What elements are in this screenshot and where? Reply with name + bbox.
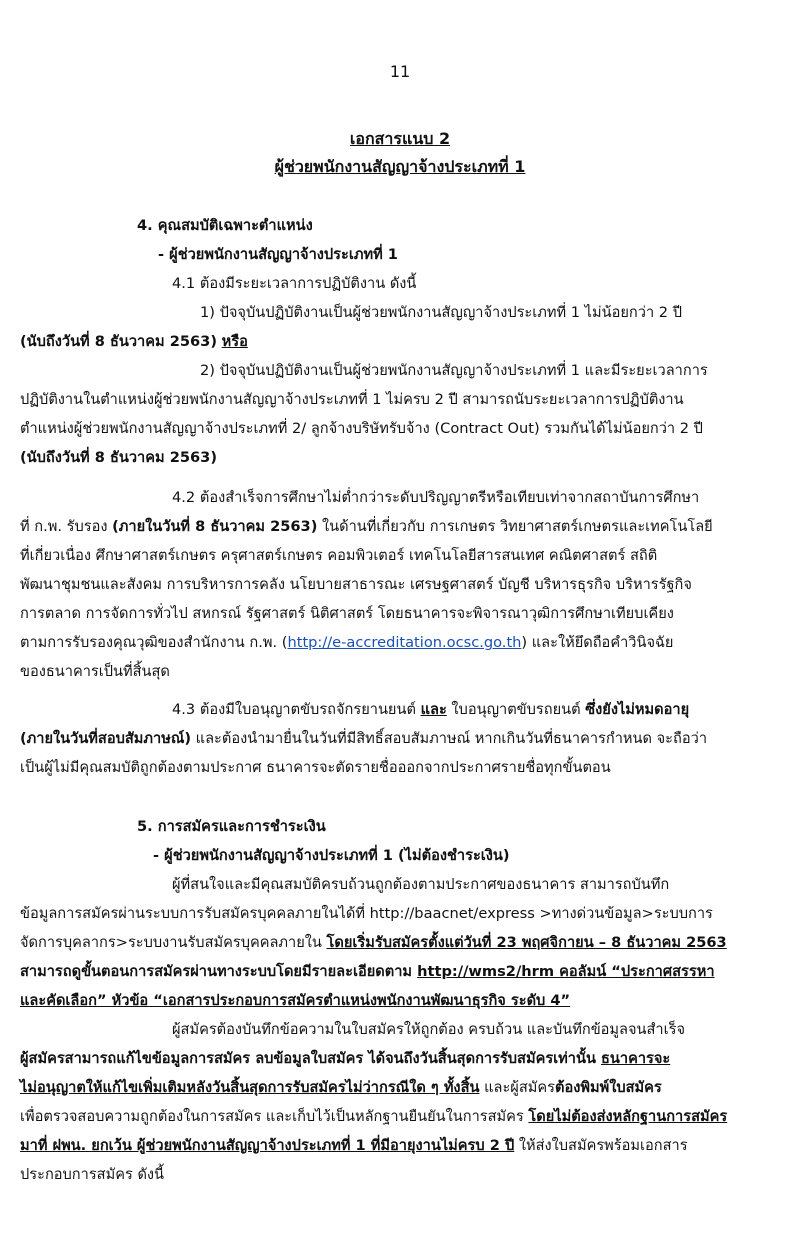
section4-1-item2-line2: ปฏิบัติงานในตำแหน่งผู้ช่วยพนักงานสัญญาจ้างประเภทที่ 1 ไม่ครบ 2 ปี สามารถนับระยะเวลาการปฏิบัติงาน: [20, 391, 684, 408]
section4-1-item2-line3: ตำแหน่งผู้ช่วยพนักงานสัญญาจ้างประเภทที่ 2/ ลูกจ้างบริษัทรับจ้าง (Contract Out) รวมกันได้ไม่น้อยกว่า 2 ปี: [20, 420, 703, 437]
text: มาที่ ฝพน. ยกเว้น ผู้ช่วยพนักงานสัญญาจ้างประเภทที่ 1 ที่มีอายุงานไม่ครบ 2 ปี: [20, 1137, 515, 1154]
text: ) และให้ยึดถือคำวินิจฉัย: [521, 634, 674, 651]
section4-2-line5: การตลาด การจัดการทั่วไป สหกรณ์ รัฐศาสตร์ นิติศาสตร์ โดยธนาคารจะพิจารณาวุฒิการศึกษาเทียบเคียง: [20, 605, 674, 622]
or-word: หรือ: [221, 333, 248, 350]
text: ในด้านที่เกี่ยวกับ การเกษตร วิทยาศาสตร์เกษตรและเทคโนโลยี: [317, 518, 713, 535]
section4-heading: 4. คุณสมบัติเฉพาะตำแหน่ง: [137, 217, 313, 234]
text: ธนาคารจะ: [601, 1050, 671, 1067]
text: เพื่อตรวจสอบความถูกต้องในการสมัคร และเก็บไว้เป็นหลักฐานยืนยันในการสมัคร: [20, 1108, 529, 1125]
hrm-link[interactable]: http://wms2/hrm คอลัมน์ “ประกาศสรรหา: [417, 963, 715, 980]
accreditation-link[interactable]: http://e-accreditation.ocsc.go.th: [287, 634, 522, 651]
text: ผู้สมัครสามารถแก้ไขข้อมูลการสมัคร ลบข้อมูลใบสมัคร ได้จนถึงวันสิ้นสุดการรับสมัครเท่านั้น: [20, 1050, 601, 1067]
section4-1-item1: 1) ปัจจุบันปฏิบัติงานเป็นผู้ช่วยพนักงานสัญญาจ้างประเภทที่ 1 ไม่น้อยกว่า 2 ปี: [200, 304, 682, 321]
position-title: ผู้ช่วยพนักงานสัญญาจ้างประเภทที่ 1: [274, 157, 526, 176]
section4-1-item2-line1: 2) ปัจจุบันปฏิบัติงานเป็นผู้ช่วยพนักงานสัญญาจ้างประเภทที่ 1 และมีระยะเวลาการ: [200, 362, 708, 379]
print-form: ต้องพิมพ์ใบสมัคร: [554, 1079, 662, 1096]
date-bold: (ภายในวันที่ 8 ธันวาคม 2563): [112, 518, 318, 535]
section5-p1-line3: [20, 933, 727, 953]
section5-p2-line6: ประกอบการสมัคร ดังนี้: [20, 1166, 165, 1183]
section4-2-line1: 4.2 ต้องสำเร็จการศึกษาไม่ต่ำกว่าระดับปริญญาตรีหรือเทียบเท่าจากสถาบันการศึกษา: [172, 489, 700, 506]
section4-3-line3: เป็นผู้ไม่มีคุณสมบัติถูกต้องตามประกาศ ธนาคารจะตัดรายชื่อออกจากประกาศรายชื่อทุกขั้นตอน: [20, 759, 611, 776]
text: และผู้สมัคร: [479, 1079, 555, 1096]
application-period: โดยเริ่มรับสมัครตั้งแต่วันที่ 23 พฤศจิกายน – 8 ธันวาคม 2563: [326, 934, 727, 951]
section5-p2-line3: [20, 1078, 662, 1098]
section4-1-item2-date: (นับถึงวันที่ 8 ธันวาคม 2563): [20, 449, 218, 466]
text: สามารถดูขั้นตอนการสมัครผ่านทางระบบโดยมีรายละเอียดตาม: [20, 963, 418, 980]
text: 4.3 ต้องมีใบอนุญาตขับรถจักรยานยนต์: [172, 701, 421, 718]
section5-p1-line4: [20, 962, 715, 982]
section4-2-line2: [20, 517, 713, 537]
section4-3-line2: [20, 729, 707, 749]
not-expired: ซึ่งยังไม่หมดอายุ: [585, 701, 690, 718]
section4-1: 4.1 ต้องมีระยะเวลาการปฏิบัติงาน ดังนี้: [172, 275, 417, 292]
and-word: และ: [420, 701, 447, 718]
section4-3-line1: [172, 700, 689, 720]
page-number: 11: [389, 62, 411, 81]
section5-p1-line2: ข้อมูลการสมัครผ่านระบบการรับสมัครบุคคลภายในได้ที่ http://baacnet/express >ทางด่วนข้อมูล>ระบบการ: [20, 905, 713, 922]
section5-p2-line4: [20, 1107, 727, 1127]
text: โดยไม่ต้องส่งหลักฐานการสมัคร: [528, 1108, 728, 1125]
section5-p1-line1: ผู้ที่สนใจและมีคุณสมบัติครบถ้วนถูกต้องตามประกาศของธนาคาร สามารถบันทึก: [172, 876, 670, 893]
text: ตามการรับรองคุณวุฒิของสำนักงาน ก.พ. (: [20, 634, 288, 651]
section4-2-line6: [20, 633, 674, 653]
text: และต้องนำมายื่นในวันที่มีสิทธิ์สอบสัมภาษณ์ หากเกินวันที่ธนาคารกำหนด จะถือว่า: [191, 730, 708, 747]
text: ให้ส่งใบสมัครพร้อมเอกสาร: [514, 1137, 688, 1154]
section4-2-line7: ของธนาคารเป็นที่สิ้นสุด: [20, 663, 170, 680]
section5-heading: 5. การสมัครและการชำระเงิน: [137, 818, 326, 835]
interview-date: (ภายในวันที่สอบสัมภาษณ์): [20, 730, 192, 747]
section4-2-line3: ที่เกี่ยวเนื่อง ศึกษาศาสตร์เกษตร ครุศาสตร์เกษตร คอมพิวเตอร์ เทคโนโลยีสารสนเทศ คณิตศาสตร์ สถิติ: [20, 547, 658, 564]
section5-p1-line5: และคัดเลือก” หัวข้อ “เอกสารประกอบการสมัครตำแหน่งพนักงานพัฒนาธุรกิจ ระดับ 4”: [20, 992, 571, 1009]
section4-subheading: - ผู้ช่วยพนักงานสัญญาจ้างประเภทที่ 1: [158, 246, 398, 263]
section5-p2-line1: ผู้สมัครต้องบันทึกข้อความในใบสมัครให้ถูกต้อง ครบถ้วน และบันทึกข้อมูลจนสำเร็จ: [172, 1021, 686, 1038]
text: ไม่อนุญาตให้แก้ไขเพิ่มเติมหลังวันสิ้นสุดการรับสมัครไม่ว่ากรณีใด ๆ ทั้งสิ้น: [20, 1079, 480, 1096]
section4-1-item1-date-line: [20, 332, 248, 352]
text: ใบอนุญาตขับรถยนต์: [446, 701, 586, 718]
section5-p2-line2: [20, 1049, 670, 1069]
text: ที่ ก.พ. รับรอง: [20, 518, 113, 535]
date-bold: (นับถึงวันที่ 8 ธันวาคม 2563): [20, 333, 218, 350]
attachment-title: เอกสารแนบ 2: [349, 129, 451, 148]
text: จัดการบุคลากร>ระบบงานรับสมัครบุคคลภายใน: [20, 934, 327, 951]
section5-subheading: - ผู้ช่วยพนักงานสัญญาจ้างประเภทที่ 1 (ไม่ต้องชำระเงิน): [153, 847, 510, 864]
section5-p2-line5: [20, 1136, 688, 1156]
section4-2-line4: พัฒนาชุมชนและสังคม การบริหารการคลัง นโยบายสาธารณะ เศรษฐศาสตร์ บัญชี บริหารธุรกิจ บริหารรัฐกิจ: [20, 576, 692, 593]
